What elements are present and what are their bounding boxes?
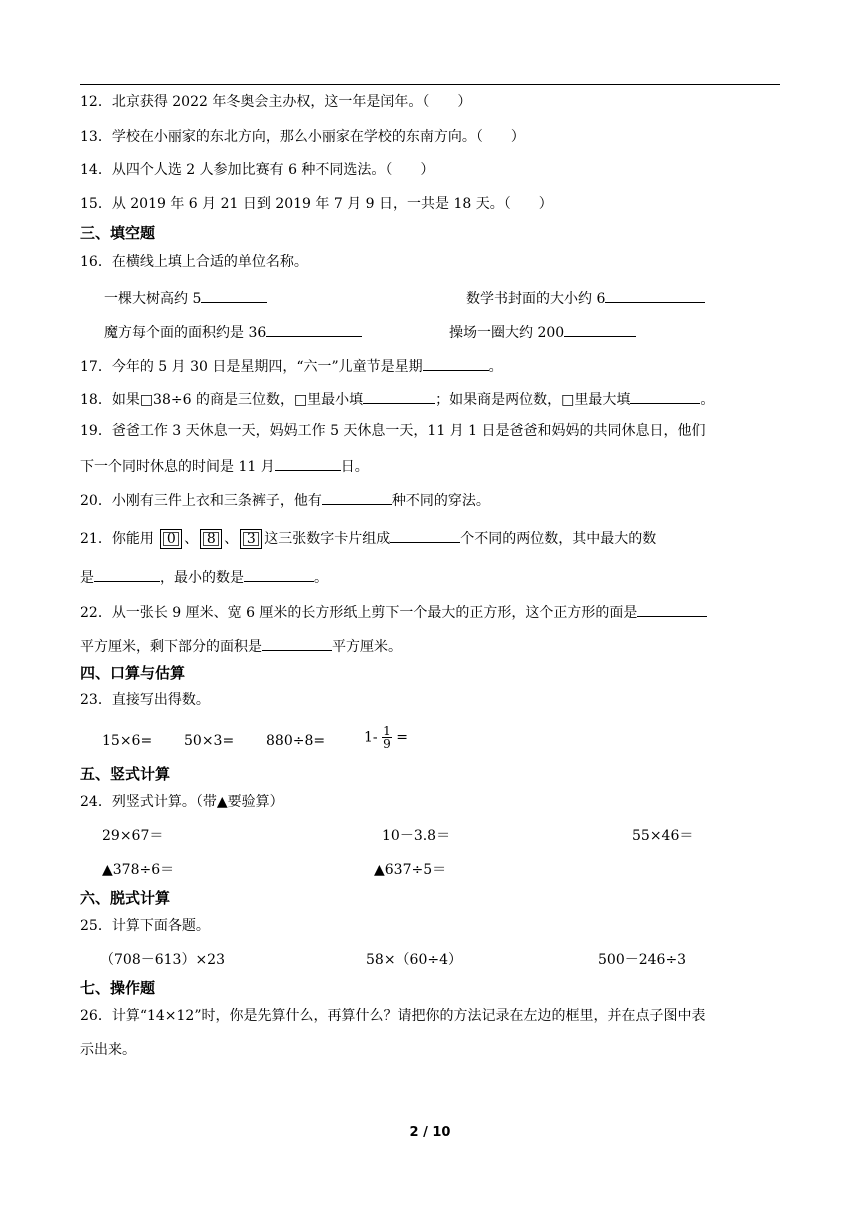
question-19: 19．爸爸工作 3 天休息一天，妈妈工作 5 天休息一天，11 月 1 日是爸爸和妈妈的共同休息日，他们	[80, 423, 706, 439]
question-25: 25．计算下面各题。	[80, 918, 210, 934]
answer-blank[interactable]	[244, 566, 314, 582]
q24-item: ▲637÷5＝	[374, 862, 447, 878]
q16-cube-face: 魔方每个面的面积约是 36	[104, 321, 362, 343]
question-24: 24．列竖式计算。（带▲要验算）	[80, 794, 284, 810]
answer-blank[interactable]	[390, 527, 460, 543]
q23-item: 15×6=	[102, 733, 153, 749]
question-17: 17．今年的 5 月 30 日是星期四，“六一”儿童节是星期 。	[80, 355, 503, 377]
q16-tree-height: 一棵大树高约 5	[104, 287, 267, 309]
digit-card: 0	[160, 529, 182, 549]
fraction: $\frac{1}{9}$	[383, 724, 391, 751]
q23-item: 880÷8=	[266, 733, 326, 749]
question-12: 12．北京获得 2022 年冬奥会主办权，这一年是闰年。（ ）	[80, 94, 472, 110]
q25-item: 58×（60÷4）	[366, 952, 462, 968]
header-rule	[80, 84, 780, 85]
digit-card: 3	[240, 529, 262, 549]
section-step-calc: 六、脱式计算	[80, 889, 171, 907]
section-operation: 七、操作题	[80, 979, 156, 997]
question-23: 23．直接写出得数。	[80, 692, 210, 708]
answer-blank[interactable]	[266, 321, 362, 337]
question-26: 26．计算“14×12”时，你是先算什么，再算什么？请把你的方法记录在左边的框里，并在点子图中表	[80, 1008, 706, 1024]
q16-track-lap: 操场一圈大约 200	[449, 321, 636, 343]
answer-blank[interactable]	[275, 455, 341, 471]
question-21-cont: 是 ，最小的数是 。	[80, 566, 328, 588]
question-15: 15．从 2019 年 6 月 21 日到 2019 年 7 月 9 日，一共是 18 天。（ ）	[80, 196, 553, 212]
answer-blank[interactable]	[564, 321, 636, 337]
q16-book-cover: 数学书封面的大小约 6	[466, 287, 705, 309]
answer-blank[interactable]	[630, 388, 700, 404]
q24-item: 10－3.8＝	[382, 828, 451, 844]
section-vertical-calc: 五、竖式计算	[80, 765, 171, 783]
answer-blank[interactable]	[262, 635, 332, 651]
answer-blank[interactable]	[201, 287, 267, 303]
q24-item: 55×46＝	[632, 828, 694, 844]
question-21: 21．你能用 0 、 8 、 3 这三张数字卡片组成 个不同的两位数，其中最大的数	[80, 527, 656, 549]
q23-fraction-item: 1- $\frac{1}{9}$ =	[364, 724, 408, 751]
question-13: 13．学校在小丽家的东北方向，那么小丽家在学校的东南方向。（ ）	[80, 129, 525, 145]
question-19-cont: 下一个同时休息的时间是 11 月 日。	[80, 455, 369, 477]
answer-blank[interactable]	[363, 388, 435, 404]
answer-blank[interactable]	[94, 566, 160, 582]
answer-blank[interactable]	[423, 355, 489, 371]
answer-blank[interactable]	[605, 287, 705, 303]
q24-item: ▲378÷6＝	[102, 862, 175, 878]
question-16: 16．在横线上填上合适的单位名称。	[80, 254, 308, 270]
question-18: 18．如果□38÷6 的商是三位数，□里最小填 ；如果商是两位数，□里最大填 。	[80, 388, 714, 410]
question-26-cont: 示出来。	[80, 1042, 136, 1058]
question-22-cont: 平方厘米，剩下部分的面积是 平方厘米。	[80, 635, 402, 657]
digit-card: 8	[200, 529, 222, 549]
q25-item: 500－246÷3	[598, 952, 687, 968]
q25-item: （708－613）×23	[100, 952, 225, 968]
question-20: 20．小刚有三件上衣和三条裤子，他有 种不同的穿法。	[80, 489, 490, 511]
q23-item: 50×3=	[184, 733, 235, 749]
section-fill-in: 三、填空题	[80, 224, 156, 242]
q24-item: 29×67＝	[102, 828, 164, 844]
page-number: 2 / 10	[409, 1125, 451, 1140]
answer-blank[interactable]	[637, 601, 707, 617]
section-mental-math: 四、口算与估算	[80, 664, 186, 682]
answer-blank[interactable]	[322, 489, 392, 505]
question-22: 22．从一张长 9 厘米、宽 6 厘米的长方形纸上剪下一个最大的正方形，这个正方形的面是	[80, 601, 707, 623]
question-14: 14．从四个人选 2 人参加比赛有 6 种不同选法。（ ）	[80, 162, 435, 178]
